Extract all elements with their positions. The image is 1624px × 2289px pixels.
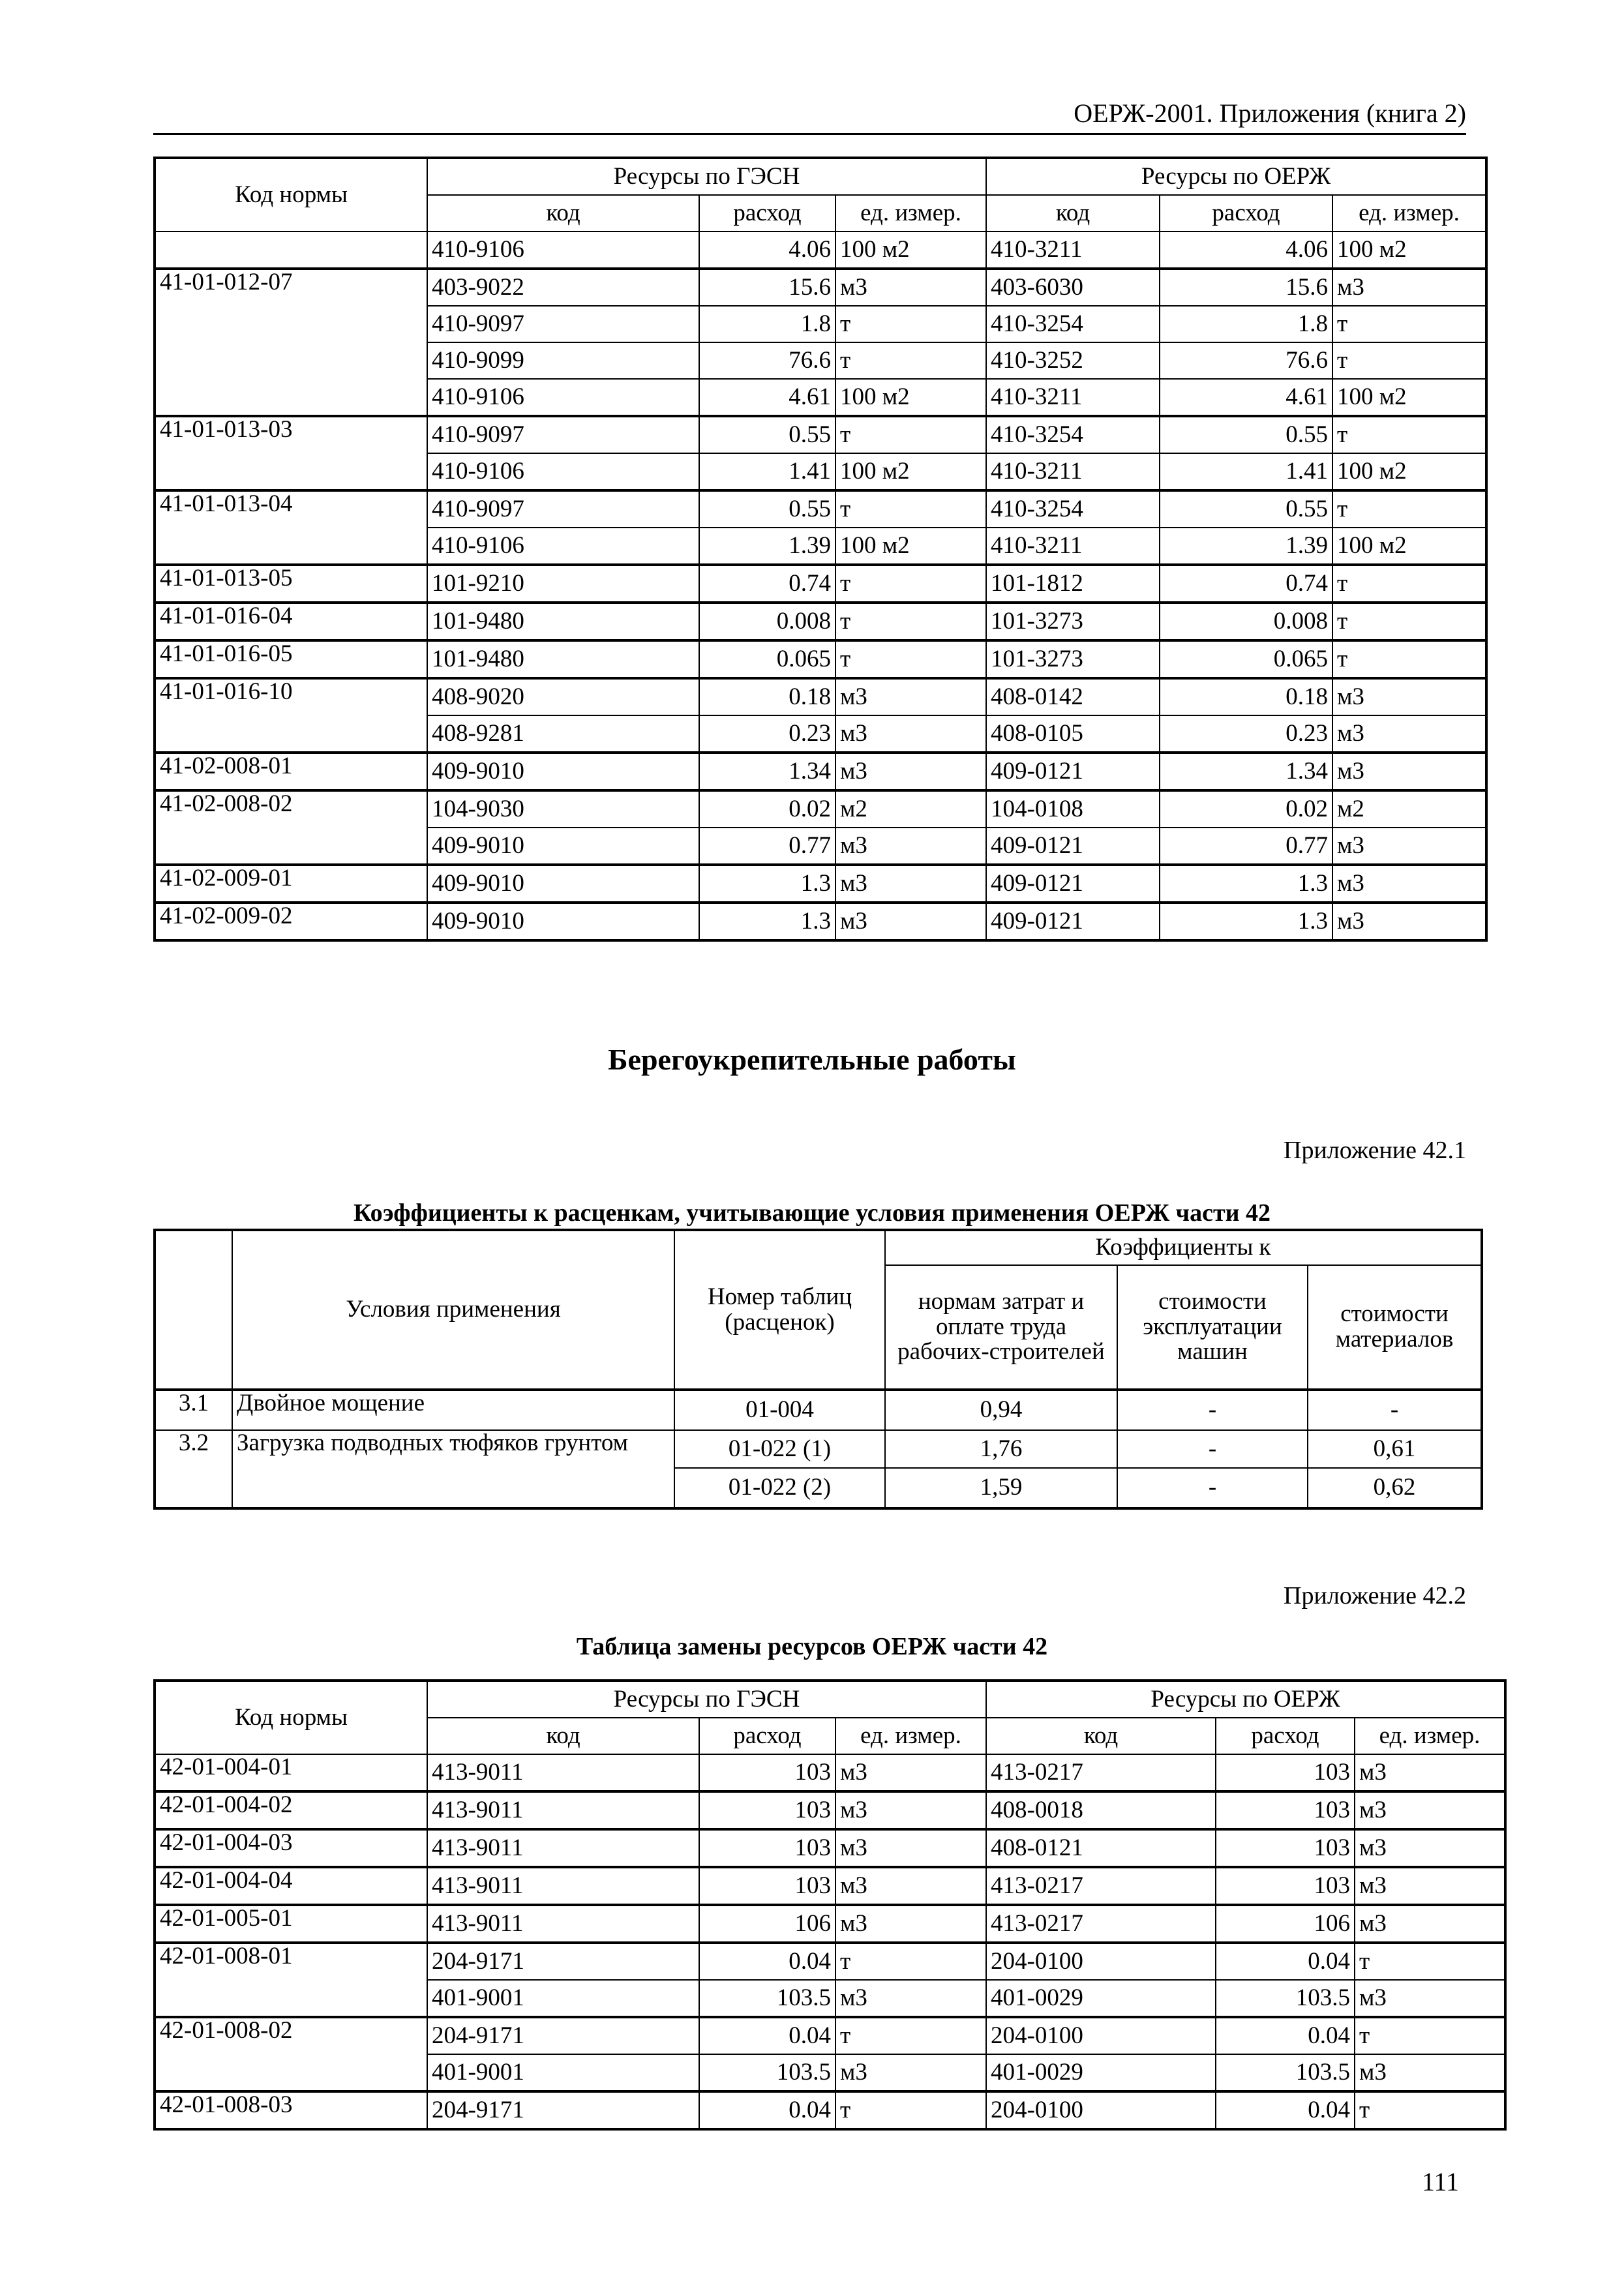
gesn-amount: 4.06 <box>699 232 835 269</box>
norm-code: 41-02-009-02 <box>155 903 427 940</box>
table-row <box>155 416 1486 453</box>
oerzh-unit: т <box>1355 1943 1505 1980</box>
gesn-amount: 0.04 <box>699 2091 835 2129</box>
gesn-unit: м3 <box>835 1754 986 1791</box>
machines-coef: - <box>1117 1390 1308 1430</box>
oerzh-amount: 103 <box>1216 1754 1355 1791</box>
gesn-unit: м3 <box>835 1905 986 1943</box>
norm-code: 41-02-008-01 <box>155 753 427 790</box>
machines-coef: - <box>1117 1468 1308 1508</box>
table-row <box>155 1867 1505 1905</box>
oerzh-amount: 0.04 <box>1216 2017 1355 2054</box>
oerzh-code: 409-0121 <box>986 903 1160 940</box>
oerzh-code: 409-0121 <box>986 828 1160 865</box>
norm-code <box>155 232 427 269</box>
oerzh-amount: 15.6 <box>1160 269 1332 306</box>
table-row <box>155 1390 1482 1430</box>
condition-number: 3.1 <box>155 1390 232 1430</box>
oerzh-amount: 103.5 <box>1216 2054 1355 2091</box>
materials-coef: - <box>1308 1390 1482 1430</box>
gesn-code: 204-9171 <box>427 1943 699 1980</box>
gesn-code: 409-9010 <box>427 753 699 790</box>
gesn-amount: 1.41 <box>699 453 835 490</box>
labor-coef: 1,59 <box>885 1468 1117 1508</box>
gesn-code: 410-9097 <box>427 490 699 528</box>
gesn-unit: м3 <box>835 1867 986 1905</box>
gesn-unit: м3 <box>835 1829 986 1867</box>
table-row <box>155 269 1486 306</box>
gesn-code: 410-9106 <box>427 232 699 269</box>
materials-coef: 0,62 <box>1308 1468 1482 1508</box>
gesn-amount: 1.3 <box>699 865 835 903</box>
oerzh-unit: т <box>1355 2017 1505 2054</box>
gesn-amount: 76.6 <box>699 342 835 379</box>
oerzh-unit: м3 <box>1355 1829 1505 1867</box>
col-header-gesn-code: код <box>427 1718 699 1754</box>
oerzh-unit: м3 <box>1355 1867 1505 1905</box>
oerzh-code: 410-3211 <box>986 528 1160 565</box>
col-header-oerzh-amount: расход <box>1160 195 1332 232</box>
gesn-code: 410-9106 <box>427 528 699 565</box>
col-header-gesn-unit: ед. измер. <box>835 195 986 232</box>
gesn-unit: м3 <box>835 269 986 306</box>
oerzh-code: 413-0217 <box>986 1754 1216 1791</box>
gesn-amount: 0.02 <box>699 790 835 828</box>
oerzh-code: 408-0121 <box>986 1829 1216 1867</box>
gesn-code: 409-9010 <box>427 903 699 940</box>
col-header-coef: Коэффициенты к <box>885 1230 1482 1265</box>
gesn-unit: 100 м2 <box>835 232 986 269</box>
oerzh-code: 408-0105 <box>986 715 1160 753</box>
oerzh-unit: т <box>1332 416 1486 453</box>
oerzh-amount: 1.41 <box>1160 453 1332 490</box>
oerzh-amount: 0.008 <box>1160 603 1332 640</box>
oerzh-amount: 0.55 <box>1160 490 1332 528</box>
norm-code: 41-02-008-02 <box>155 790 427 865</box>
oerzh-amount: 0.55 <box>1160 416 1332 453</box>
materials-coef: 0,61 <box>1308 1430 1482 1468</box>
gesn-unit: м3 <box>835 2054 986 2091</box>
gesn-amount: 0.04 <box>699 2017 835 2054</box>
gesn-amount: 103 <box>699 1754 835 1791</box>
resource-replacement-table-42 <box>153 1679 1507 2131</box>
gesn-amount: 103 <box>699 1791 835 1829</box>
resource-replacement-table-41 <box>153 157 1488 942</box>
gesn-amount: 0.55 <box>699 490 835 528</box>
oerzh-code: 409-0121 <box>986 753 1160 790</box>
gesn-amount: 103.5 <box>699 2054 835 2091</box>
oerzh-unit: м3 <box>1332 269 1486 306</box>
oerzh-code: 401-0029 <box>986 2054 1216 2091</box>
table-row <box>155 603 1486 640</box>
table-row <box>155 1905 1505 1943</box>
gesn-code: 413-9011 <box>427 1905 699 1943</box>
col-header-gesn-code: код <box>427 195 699 232</box>
gesn-unit: 100 м2 <box>835 453 986 490</box>
norm-code: 42-01-004-01 <box>155 1754 427 1791</box>
gesn-code: 204-9171 <box>427 2017 699 2054</box>
table-number: 01-022 (2) <box>674 1468 885 1508</box>
gesn-code: 408-9020 <box>427 678 699 715</box>
oerzh-code: 403-6030 <box>986 269 1160 306</box>
col-header-gesn: Ресурсы по ГЭСН <box>427 1681 986 1718</box>
table-row <box>155 865 1486 903</box>
table-row <box>155 565 1486 603</box>
oerzh-code: 101-1812 <box>986 565 1160 603</box>
table-row <box>155 1829 1505 1867</box>
gesn-unit: м3 <box>835 1980 986 2017</box>
table-row <box>155 1430 1482 1468</box>
gesn-unit: т <box>835 342 986 379</box>
gesn-amount: 1.39 <box>699 528 835 565</box>
gesn-code: 101-9480 <box>427 640 699 678</box>
gesn-amount: 0.04 <box>699 1943 835 1980</box>
table-row <box>155 753 1486 790</box>
oerzh-amount: 0.04 <box>1216 1943 1355 1980</box>
gesn-unit: м3 <box>835 903 986 940</box>
oerzh-unit: м3 <box>1355 1905 1505 1943</box>
gesn-unit: м3 <box>835 678 986 715</box>
gesn-amount: 1.3 <box>699 903 835 940</box>
oerzh-amount: 0.77 <box>1160 828 1332 865</box>
table-row <box>155 2017 1505 2054</box>
gesn-amount: 1.8 <box>699 306 835 342</box>
labor-coef: 0,94 <box>885 1390 1117 1430</box>
col-header-gesn-amount: расход <box>699 195 835 232</box>
oerzh-unit: м3 <box>1355 2054 1505 2091</box>
oerzh-code: 410-3254 <box>986 490 1160 528</box>
oerzh-code: 101-3273 <box>986 640 1160 678</box>
running-header: ОЕРЖ-2001. Приложения (книга 2) <box>1074 98 1466 128</box>
col-header-oerzh-amount: расход <box>1216 1718 1355 1754</box>
oerzh-code: 401-0029 <box>986 1980 1216 2017</box>
gesn-unit: т <box>835 416 986 453</box>
gesn-unit: т <box>835 1943 986 1980</box>
col-header-code: Код нормы <box>155 158 427 232</box>
gesn-amount: 103 <box>699 1867 835 1905</box>
gesn-unit: м3 <box>835 753 986 790</box>
oerzh-unit: м3 <box>1332 828 1486 865</box>
oerzh-amount: 1.34 <box>1160 753 1332 790</box>
labor-coef: 1,76 <box>885 1430 1117 1468</box>
gesn-code: 410-9097 <box>427 416 699 453</box>
gesn-amount: 1.34 <box>699 753 835 790</box>
oerzh-amount: 0.02 <box>1160 790 1332 828</box>
table-row <box>155 903 1486 940</box>
oerzh-unit: т <box>1355 2091 1505 2129</box>
gesn-code: 204-9171 <box>427 2091 699 2129</box>
gesn-code: 410-9106 <box>427 379 699 416</box>
oerzh-amount: 0.04 <box>1216 2091 1355 2129</box>
oerzh-unit: м2 <box>1332 790 1486 828</box>
col-header-num <box>155 1230 232 1390</box>
gesn-unit: т <box>835 603 986 640</box>
oerzh-amount: 106 <box>1216 1905 1355 1943</box>
gesn-code: 409-9010 <box>427 828 699 865</box>
gesn-amount: 15.6 <box>699 269 835 306</box>
table-number: 01-022 (1) <box>674 1430 885 1468</box>
col-header-machines: стоимости эксплуатации машин <box>1117 1265 1308 1390</box>
gesn-code: 403-9022 <box>427 269 699 306</box>
oerzh-amount: 1.39 <box>1160 528 1332 565</box>
oerzh-unit: 100 м2 <box>1332 379 1486 416</box>
norm-code: 42-01-004-03 <box>155 1829 427 1867</box>
oerzh-amount: 4.06 <box>1160 232 1332 269</box>
gesn-amount: 0.55 <box>699 416 835 453</box>
oerzh-unit: т <box>1332 342 1486 379</box>
gesn-amount: 0.77 <box>699 828 835 865</box>
norm-code: 41-01-013-04 <box>155 490 427 565</box>
header-divider <box>153 133 1466 135</box>
table-row <box>155 1943 1505 1980</box>
condition-number: 3.2 <box>155 1430 232 1508</box>
col-header-gesn-unit: ед. измер. <box>835 1718 986 1754</box>
gesn-unit: т <box>835 640 986 678</box>
oerzh-code: 413-0217 <box>986 1905 1216 1943</box>
col-header-table-no: Номер таблиц (расценок) <box>674 1230 885 1390</box>
gesn-amount: 103 <box>699 1829 835 1867</box>
gesn-code: 413-9011 <box>427 1754 699 1791</box>
oerzh-unit: т <box>1332 640 1486 678</box>
gesn-unit: м3 <box>835 715 986 753</box>
oerzh-unit: м3 <box>1355 1754 1505 1791</box>
oerzh-code: 104-0108 <box>986 790 1160 828</box>
oerzh-amount: 0.065 <box>1160 640 1332 678</box>
col-header-gesn: Ресурсы по ГЭСН <box>427 158 986 195</box>
condition-text: Загрузка подводных тюфяков грунтом <box>232 1430 674 1508</box>
gesn-unit: т <box>835 490 986 528</box>
oerzh-code: 408-0142 <box>986 678 1160 715</box>
oerzh-code: 204-0100 <box>986 1943 1216 1980</box>
coefficients-table <box>153 1229 1483 1510</box>
norm-code: 41-01-013-05 <box>155 565 427 603</box>
oerzh-code: 410-3252 <box>986 342 1160 379</box>
oerzh-code: 408-0018 <box>986 1791 1216 1829</box>
oerzh-amount: 103.5 <box>1216 1980 1355 2017</box>
oerzh-unit: м3 <box>1332 865 1486 903</box>
gesn-unit: т <box>835 306 986 342</box>
oerzh-unit: т <box>1332 490 1486 528</box>
oerzh-unit: м3 <box>1355 1980 1505 2017</box>
gesn-unit: т <box>835 2017 986 2054</box>
section-title: Берегоукрепительные работы <box>608 1043 1016 1076</box>
oerzh-code: 204-0100 <box>986 2017 1216 2054</box>
oerzh-code: 413-0217 <box>986 1867 1216 1905</box>
gesn-code: 101-9210 <box>427 565 699 603</box>
oerzh-unit: 100 м2 <box>1332 453 1486 490</box>
gesn-unit: 100 м2 <box>835 528 986 565</box>
gesn-amount: 106 <box>699 1905 835 1943</box>
col-header-oerzh: Ресурсы по ОЕРЖ <box>986 1681 1505 1718</box>
gesn-amount: 0.065 <box>699 640 835 678</box>
page-number: 111 <box>1422 2167 1460 2196</box>
table-number: 01-004 <box>674 1390 885 1430</box>
table-row <box>155 490 1486 528</box>
gesn-code: 104-9030 <box>427 790 699 828</box>
oerzh-code: 410-3211 <box>986 453 1160 490</box>
norm-code: 41-01-012-07 <box>155 269 427 416</box>
gesn-unit: т <box>835 565 986 603</box>
gesn-code: 401-9001 <box>427 1980 699 2017</box>
col-header-oerzh-code: код <box>986 1718 1216 1754</box>
table-row <box>155 2091 1505 2129</box>
oerzh-amount: 103 <box>1216 1867 1355 1905</box>
table-caption-42-2: Таблица замены ресурсов ОЕРЖ части 42 <box>576 1633 1048 1660</box>
oerzh-unit: 100 м2 <box>1332 232 1486 269</box>
gesn-code: 408-9281 <box>427 715 699 753</box>
oerzh-amount: 0.18 <box>1160 678 1332 715</box>
oerzh-amount: 4.61 <box>1160 379 1332 416</box>
gesn-code: 410-9097 <box>427 306 699 342</box>
gesn-unit: м3 <box>835 828 986 865</box>
gesn-code: 101-9480 <box>427 603 699 640</box>
oerzh-code: 410-3254 <box>986 306 1160 342</box>
gesn-unit: м3 <box>835 865 986 903</box>
gesn-unit: т <box>835 2091 986 2129</box>
machines-coef: - <box>1117 1430 1308 1468</box>
oerzh-amount: 1.3 <box>1160 865 1332 903</box>
oerzh-unit: м3 <box>1332 903 1486 940</box>
table-row <box>155 1754 1505 1791</box>
gesn-unit: м3 <box>835 1791 986 1829</box>
oerzh-unit: м3 <box>1355 1791 1505 1829</box>
oerzh-amount: 1.8 <box>1160 306 1332 342</box>
oerzh-unit: т <box>1332 565 1486 603</box>
norm-code: 41-01-016-10 <box>155 678 427 753</box>
gesn-code: 413-9011 <box>427 1829 699 1867</box>
oerzh-unit: м3 <box>1332 678 1486 715</box>
col-header-oerzh-unit: ед. измер. <box>1332 195 1486 232</box>
oerzh-unit: 100 м2 <box>1332 528 1486 565</box>
gesn-code: 409-9010 <box>427 865 699 903</box>
gesn-code: 413-9011 <box>427 1867 699 1905</box>
oerzh-unit: м3 <box>1332 715 1486 753</box>
table-row <box>155 640 1486 678</box>
col-header-oerzh-code: код <box>986 195 1160 232</box>
gesn-unit: м2 <box>835 790 986 828</box>
condition-text: Двойное мощение <box>232 1390 674 1430</box>
norm-code: 41-01-016-05 <box>155 640 427 678</box>
norm-code: 42-01-008-02 <box>155 2017 427 2091</box>
col-header-code: Код нормы <box>155 1681 427 1754</box>
gesn-unit: 100 м2 <box>835 379 986 416</box>
oerzh-unit: м3 <box>1332 753 1486 790</box>
col-header-materials: стоимости материалов <box>1308 1265 1482 1390</box>
gesn-amount: 0.23 <box>699 715 835 753</box>
col-header-labor: нормам затрат и оплате труда рабочих-строителей <box>885 1265 1117 1390</box>
oerzh-code: 204-0100 <box>986 2091 1216 2129</box>
table-row <box>155 1791 1505 1829</box>
gesn-amount: 103.5 <box>699 1980 835 2017</box>
gesn-code: 413-9011 <box>427 1791 699 1829</box>
oerzh-code: 409-0121 <box>986 865 1160 903</box>
oerzh-amount: 1.3 <box>1160 903 1332 940</box>
col-header-conditions: Условия применения <box>232 1230 674 1390</box>
gesn-amount: 0.18 <box>699 678 835 715</box>
gesn-amount: 0.74 <box>699 565 835 603</box>
norm-code: 41-01-016-04 <box>155 603 427 640</box>
gesn-code: 410-9106 <box>427 453 699 490</box>
oerzh-code: 101-3273 <box>986 603 1160 640</box>
oerzh-amount: 76.6 <box>1160 342 1332 379</box>
oerzh-amount: 103 <box>1216 1829 1355 1867</box>
appendix-label-42-1: Приложение 42.1 <box>1284 1137 1466 1164</box>
table-row <box>155 232 1486 269</box>
oerzh-amount: 103 <box>1216 1791 1355 1829</box>
oerzh-unit: т <box>1332 603 1486 640</box>
norm-code: 42-01-005-01 <box>155 1905 427 1943</box>
col-header-gesn-amount: расход <box>699 1718 835 1754</box>
oerzh-amount: 0.74 <box>1160 565 1332 603</box>
oerzh-amount: 0.23 <box>1160 715 1332 753</box>
gesn-amount: 0.008 <box>699 603 835 640</box>
appendix-label-42-2: Приложение 42.2 <box>1284 1582 1466 1609</box>
oerzh-code: 410-3254 <box>986 416 1160 453</box>
table-caption-42-1: Коэффициенты к расценкам, учитывающие условия применения ОЕРЖ части 42 <box>353 1199 1271 1227</box>
table-row <box>155 678 1486 715</box>
table-row <box>155 790 1486 828</box>
norm-code: 42-01-008-03 <box>155 2091 427 2129</box>
oerzh-code: 410-3211 <box>986 232 1160 269</box>
col-header-oerzh: Ресурсы по ОЕРЖ <box>986 158 1486 195</box>
oerzh-code: 410-3211 <box>986 379 1160 416</box>
norm-code: 41-01-013-03 <box>155 416 427 490</box>
col-header-oerzh-unit: ед. измер. <box>1355 1718 1505 1754</box>
gesn-code: 401-9001 <box>427 2054 699 2091</box>
norm-code: 42-01-004-02 <box>155 1791 427 1829</box>
gesn-code: 410-9099 <box>427 342 699 379</box>
oerzh-unit: т <box>1332 306 1486 342</box>
norm-code: 42-01-008-01 <box>155 1943 427 2017</box>
gesn-amount: 4.61 <box>699 379 835 416</box>
norm-code: 42-01-004-04 <box>155 1867 427 1905</box>
norm-code: 41-02-009-01 <box>155 865 427 903</box>
